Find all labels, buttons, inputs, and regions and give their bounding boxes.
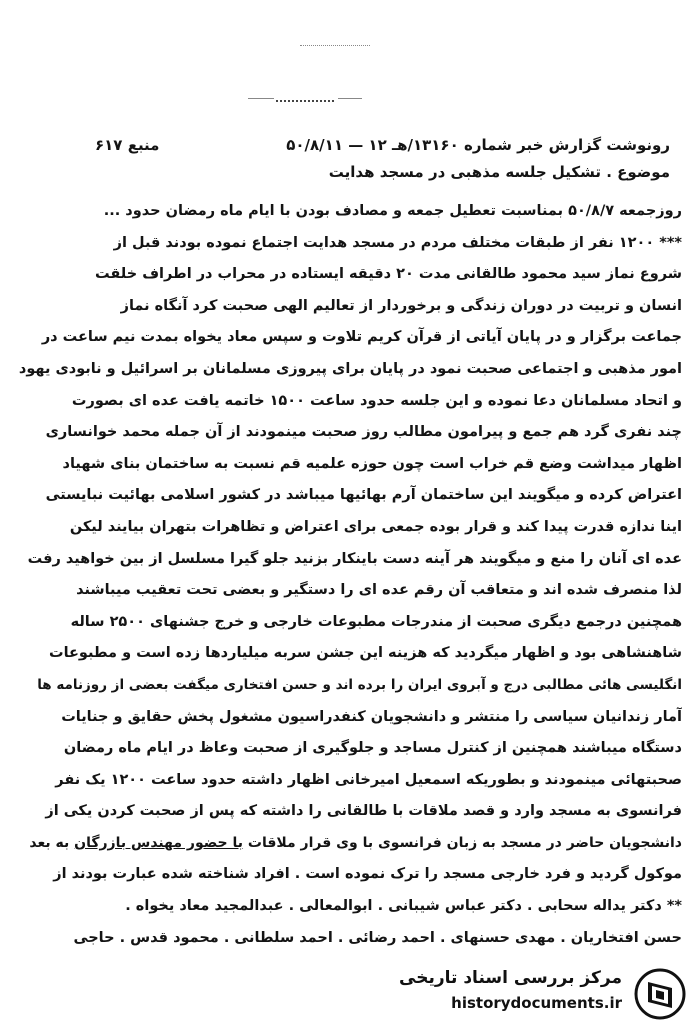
body-line: شاهنشاهی بود و اظهار میگردید که هزینه این جشن سربه میلیاردها زده است و مطبوعات	[49, 645, 682, 662]
report-reference: رونوشت گزارش خبر شماره ۱۳۱۶۰/هـ ۱۲ — ۵۰/۸/۱۱	[286, 136, 670, 154]
header-line-left	[248, 94, 274, 99]
body-line: ** دکتر یداله سحابی . دکتر عباس شیبانی . ابوالمعالی . عبدالمجید معاد یخواه .	[125, 898, 682, 915]
top-dotted-mark	[300, 35, 370, 46]
body-line: لذا منصرف شده اند و متعاقب آن رقم عده ای را دستگیر و بعضی تحت تعقیب میباشند	[76, 582, 682, 599]
report-subject-row	[40, 163, 670, 181]
report-source: منبع ۶۱۷	[95, 136, 160, 154]
archive-watermark	[399, 964, 692, 1022]
body-line: عده ای آنان را منع و میگویند هر آینه دست باینکار بزنید جلو گیرا مسلسل از بین خواهید رفت	[27, 550, 682, 567]
body-line: امور مذهبی و اجتماعی صحبت نمود در پایان برای پیروزی مسلمانان بر اسرائیل و نابودی یهود	[18, 360, 682, 377]
body-line: اینا ندازه قدرت پیدا کند و قرار بوده جمعی برای اعتراض و تظاهرات بتهران بیایند لیکن	[69, 518, 682, 535]
body-line: آمار زندانیان سیاسی را منتشر و دانشجویان کنفدراسیون مشغول پخش حقایق و جنایات	[61, 708, 682, 725]
watermark-url: historydocuments.ir	[451, 994, 622, 1012]
body-line: اعتراض کرده و میگویند این ساختمان آرم بهائیها میباشد در کشور اسلامی بهائیت نبایستی	[45, 487, 682, 504]
body-line: *** ۱۲۰۰ نفر از طبقات مختلف مردم در مسجد هدایت اجتماع نموده بودند قبل از	[113, 234, 682, 251]
body-line: و اتحاد مسلمانان دعا نموده و این جلسه حدود ساعت ۱۵۰۰ خاتمه یافت عده ای بصورت	[71, 392, 682, 409]
body-line: فرانسوی به مسجد وارد و قصد ملاقات با طالقانی را داشته که پس از صحبت کردن یکی از	[45, 803, 682, 820]
document-body	[18, 196, 682, 954]
body-line: همچنین درجمع دیگری صحبت از مندرجات مطبوعات خارجی و خرج جشنهای ۲۵۰۰ ساله	[70, 613, 682, 630]
watermark-title: مرکز بررسی اسناد تاریخی	[399, 968, 622, 988]
body-line: دستگاه میباشند همچنین از کنترل مساجد و جلوگیری از صحبت وعاظ در ایام ماه رمضان	[63, 740, 682, 757]
report-subject: موضوع . تشکیل جلسه مذهبی در مسجد هدایت	[328, 163, 670, 181]
body-line: انسان و تربیت در دوران زندگی و برخوردار از تعالیم الهی صحبت کرد آنگاه نماز	[120, 297, 682, 314]
body-line: اظهار میداشت وضع قم خراب است چون حوزه علمیه قم نسبت به ساختمان بنای شهیاد	[62, 455, 682, 472]
body-line: روزجمعه ۵۰/۸/۷ بمناسبت تعطیل جمعه و مصادف بودن با ایام ماه رمضان حدود ...	[103, 203, 682, 219]
body-line: جماعت برگزار و در پایان آیاتی از قرآن کریم تلاوت و سپس معاد یخواه بمدت نیم ساعت در	[41, 329, 682, 346]
body-line: انگلیسی هائی مطالبی درج و آبروی ایران را برده اند و حسن افتخاری میگفت بعضی از روزنامه ها	[37, 676, 682, 693]
header-line-right	[338, 94, 362, 99]
body-line: چند نفری گرد هم جمع و پیرامون مطالب روز صحبت مینمودند از آن جمله محمد خوانساری	[45, 424, 682, 441]
body-line: موکول گردید و فرد خارجی مسجد را ترک نموده است . افراد شناخته شده عبارت بودند از	[53, 866, 682, 883]
body-line: شروع نماز سید محمود طالقانی مدت ۲۰ دقیقه ایستاده در محراب در اطراف خلقت	[95, 266, 682, 283]
body-line: دانشجویان حاضر در مسجد به زبان فرانسوی با وی قرار ملاقات با حضور مهندس بازرگان به بعد	[29, 834, 682, 851]
underlined-phrase: با حضور مهندس بازرگان	[74, 834, 244, 851]
body-line: حسن افتخاریان . مهدی حسنهای . احمد رضائی . احمد سلطانی . محمود قدس . حاجی	[73, 929, 682, 946]
archive-logo-icon	[634, 968, 686, 1020]
header-dotted-line	[276, 90, 334, 102]
body-line: صحبتهائی مینمودند و بطوریکه اسمعیل امیرخانی اظهار داشته حدود ساعت ۱۲۰۰ یک نفر	[55, 771, 682, 788]
